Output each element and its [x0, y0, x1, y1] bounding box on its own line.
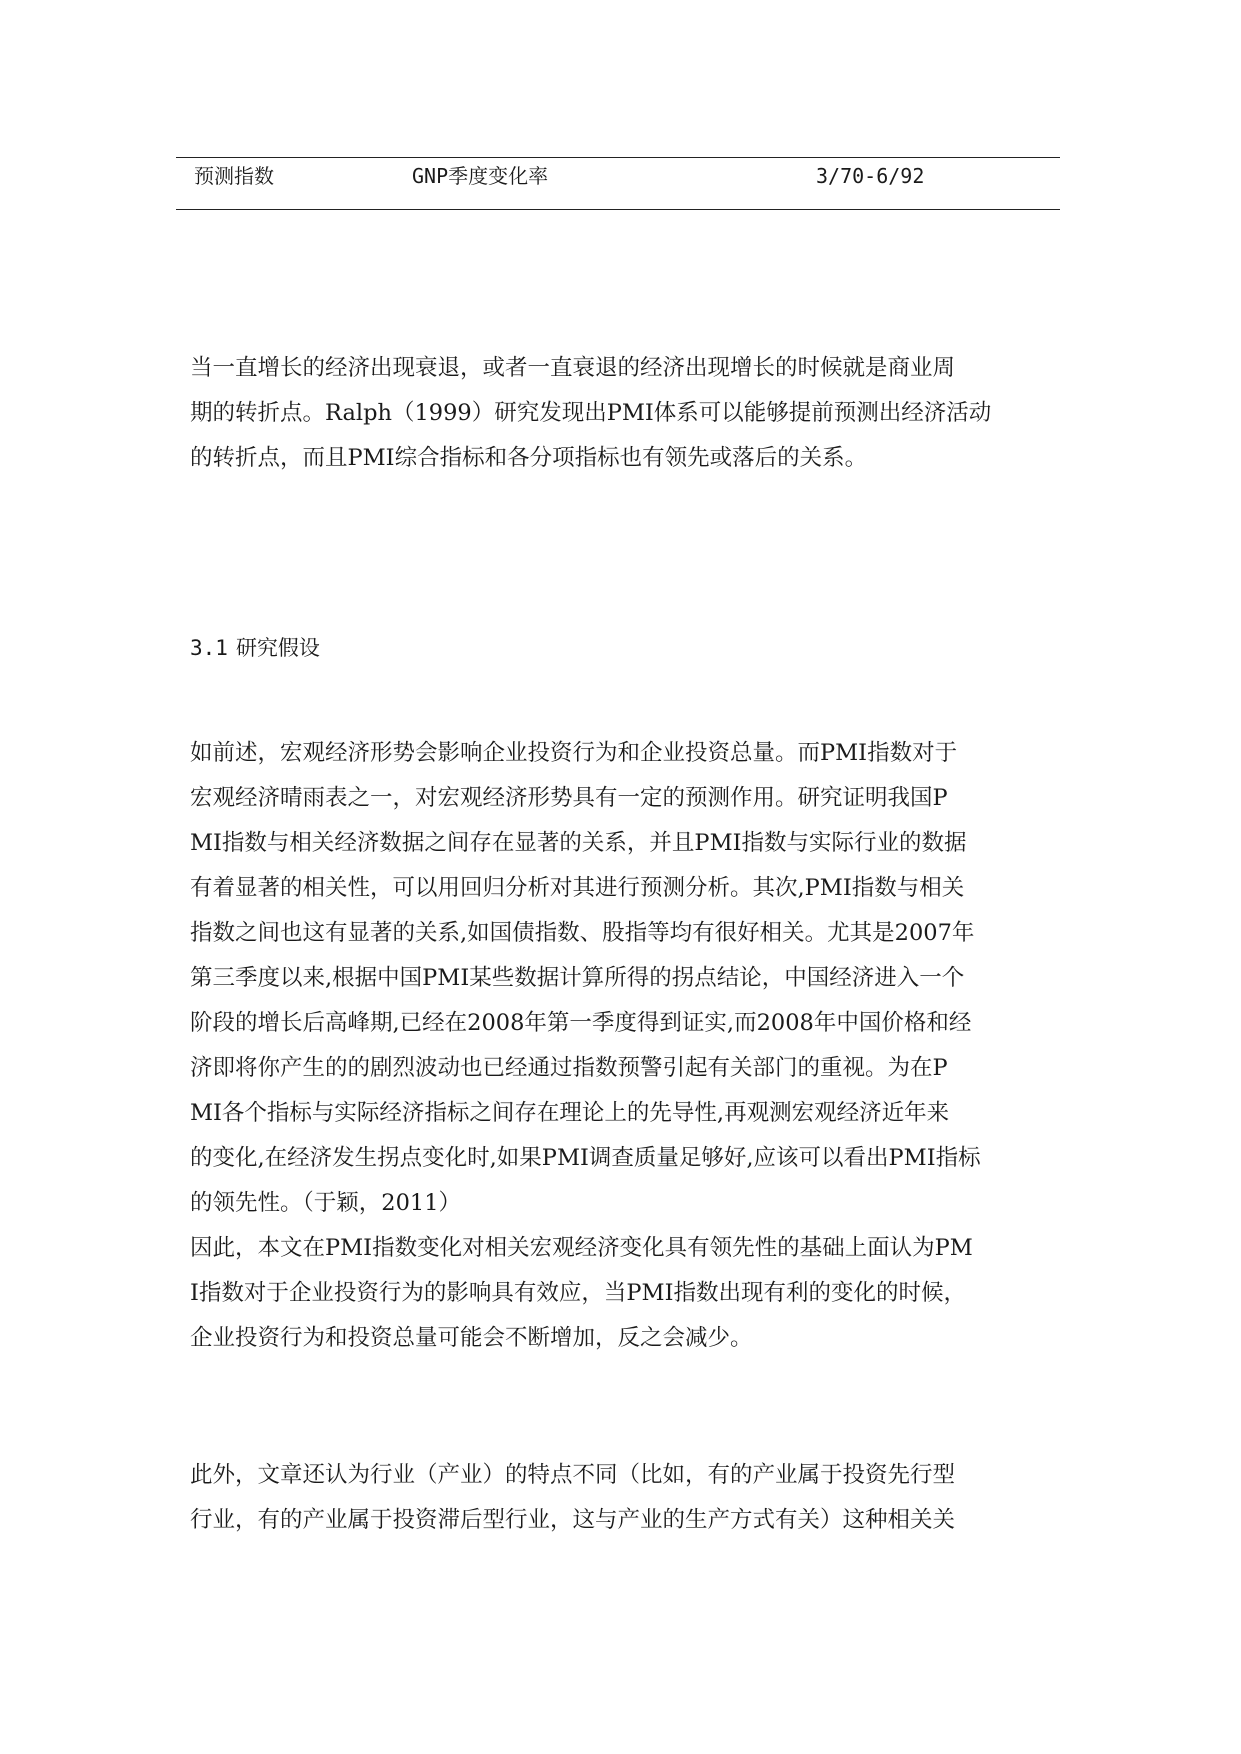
paragraph-line: 宏观经济晴雨表之一，对宏观经济形势具有一定的预测作用。研究证明我国P	[190, 785, 948, 811]
section-title: 研究假设	[235, 636, 320, 660]
paragraph-line: MI各个指标与实际经济指标之间存在理论上的先导性,再观测宏观经济近年来	[190, 1100, 950, 1126]
paragraph-line: 阶段的增长后高峰期,已经在2008年第一季度得到证实,而2008年中国价格和经	[190, 1010, 972, 1036]
section-heading	[190, 628, 320, 668]
paragraph-line: 的转折点，而且PMI综合指标和各分项指标也有领先或落后的关系。	[190, 445, 868, 471]
paragraph-turning-point	[190, 346, 1050, 481]
paragraph-line: 企业投资行为和投资总量可能会不断增加，反之会减少。	[190, 1325, 753, 1351]
paragraph-line: 当一直增长的经济出现衰退，或者一直衰退的经济出现增长的时候就是商业周	[190, 355, 956, 381]
paragraph-line: 因此，本文在PMI指数变化对相关宏观经济变化具有领先性的基础上面认为PM	[190, 1235, 973, 1261]
table-cell-period: 3/70-6/92	[816, 164, 925, 188]
paragraph-line: I指数对于企业投资行为的影响具有效应，当PMI指数出现有利的变化的时候，	[190, 1280, 966, 1306]
paragraph-line: 济即将你产生的的剧烈波动也已经通过指数预警引起有关部门的重视。为在P	[190, 1055, 948, 1081]
paragraph-line: 有着显著的相关性，可以用回归分析对其进行预测分析。其次,PMI指数与相关	[190, 875, 965, 901]
section-number: 3.1	[190, 636, 228, 660]
paragraph-hypothesis	[190, 731, 1050, 1361]
paragraph-line: 行业，有的产业属于投资滞后型行业，这与产业的生产方式有关）这种相关关	[190, 1507, 956, 1533]
paragraph-line: 第三季度以来,根据中国PMI某些数据计算所得的拐点结论，中国经济进入一个	[190, 965, 965, 991]
paragraph-line: 的变化,在经济发生拐点变化时,如果PMI调查质量足够好,应该可以看出PMI指标	[190, 1145, 981, 1171]
paragraph-industry	[190, 1453, 1050, 1543]
paragraph-line: 期的转折点。Ralph（1999）研究发现出PMI体系可以能够提前预测出经济活动	[190, 400, 992, 426]
table-cell-target: GNP季度变化率	[412, 164, 549, 188]
paragraph-line: 如前述，宏观经济形势会影响企业投资行为和企业投资总量。而PMI指数对于	[190, 740, 958, 766]
paragraph-line: MI指数与相关经济数据之间存在显著的关系，并且PMI指数与实际行业的数据	[190, 830, 967, 856]
table-row	[176, 158, 1060, 209]
paragraph-line: 的领先性。（于颖，2011）	[190, 1190, 462, 1216]
table-fragment	[176, 157, 1060, 210]
paragraph-line: 指数之间也这有显著的关系,如国债指数、股指等均有很好相关。尤其是2007年	[190, 920, 975, 946]
paragraph-line: 此外，文章还认为行业（产业）的特点不同（比如，有的产业属于投资先行型	[190, 1462, 956, 1488]
table-cell-indicator: 预测指数	[194, 164, 274, 188]
